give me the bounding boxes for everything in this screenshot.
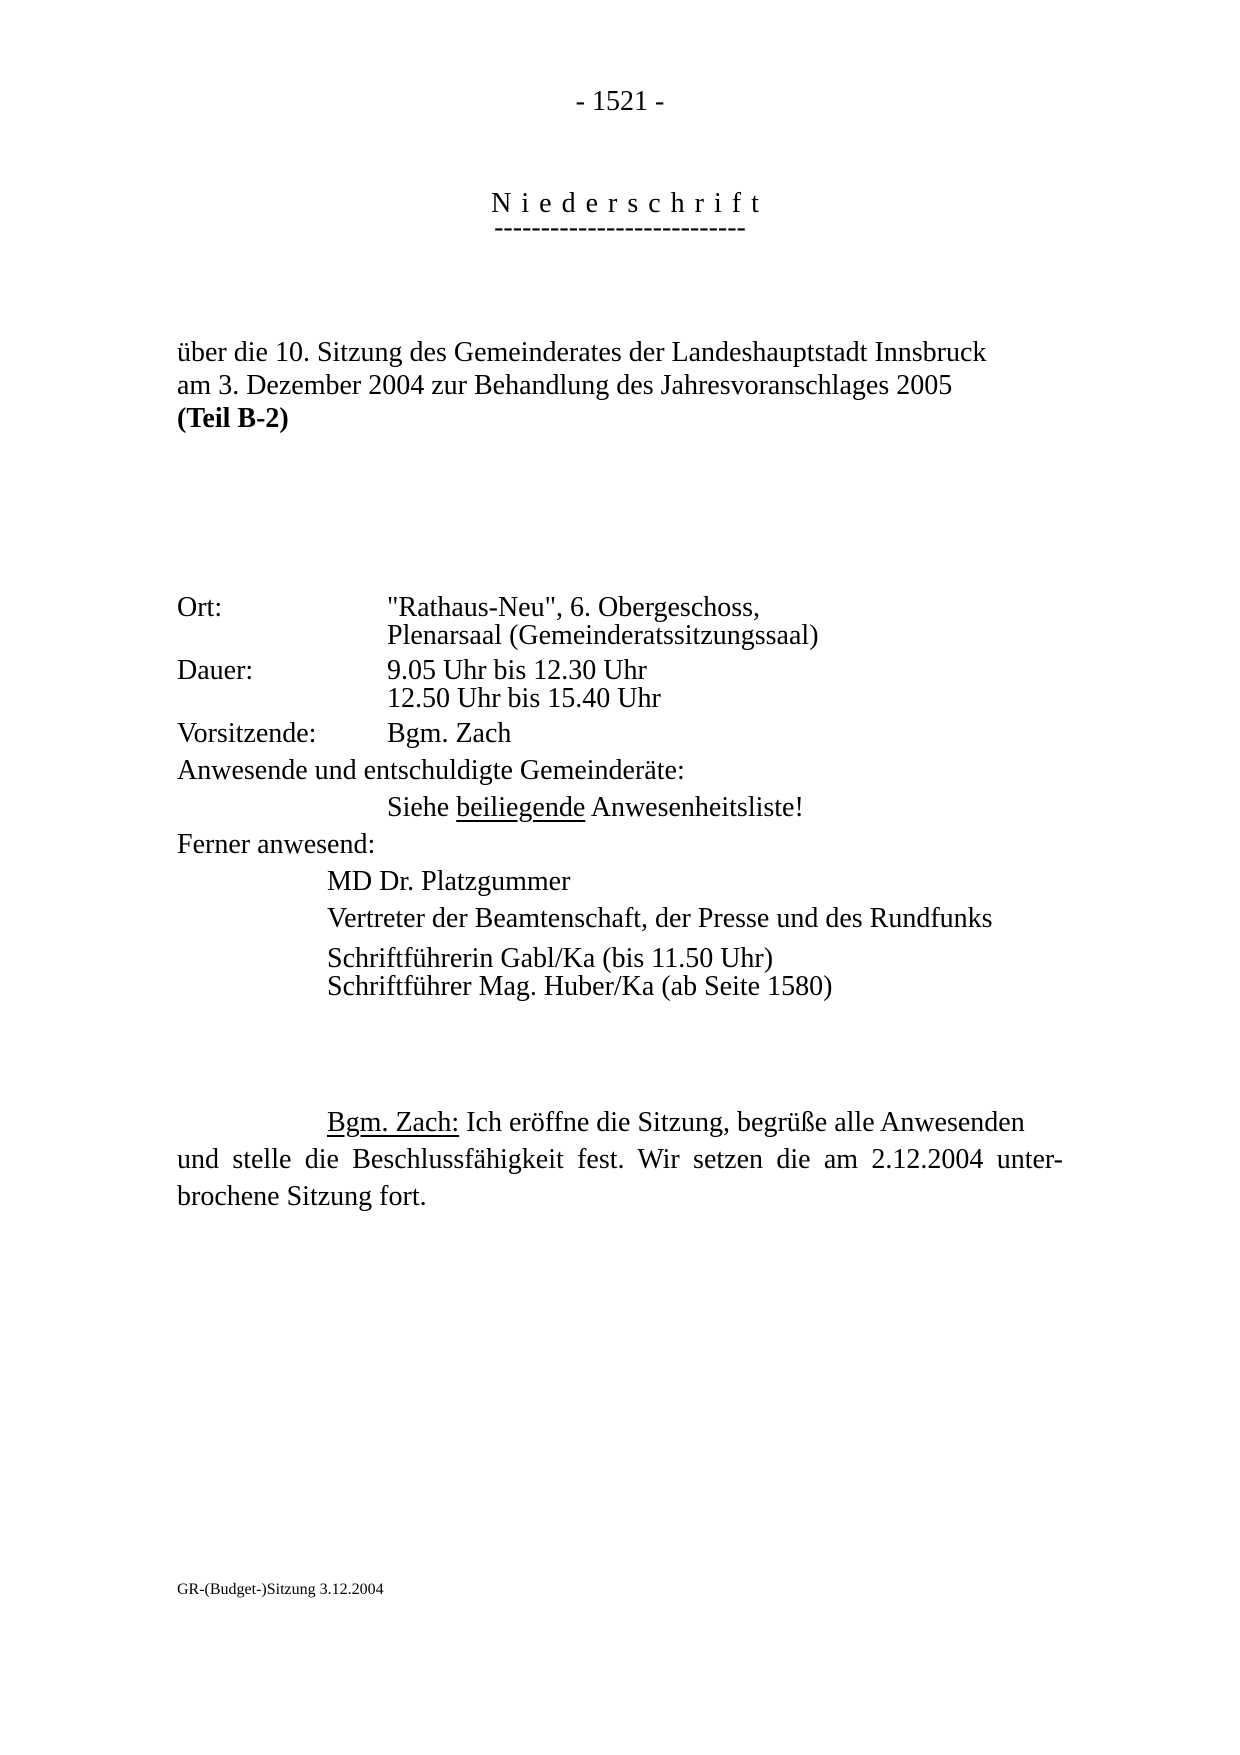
- anwesend-pre: Siehe: [387, 792, 457, 823]
- anwesend-post: Anwesenheitsliste!: [585, 792, 804, 823]
- anwesend-value: [387, 794, 804, 822]
- ort-line-2: Plenarsaal (Gemeinderatssitzungssaal): [387, 620, 819, 651]
- ort-label: Ort:: [177, 592, 223, 623]
- vorsitz-label: Vorsitzende:: [177, 718, 317, 749]
- ferner-item-1: MD Dr. Platzgummer: [327, 866, 571, 897]
- ort-line-1: "Rathaus-Neu", 6. Obergeschoss,: [387, 592, 761, 623]
- statement-line-3: brochene Sitzung fort.: [177, 1181, 427, 1212]
- vorsitz-value: Bgm. Zach: [387, 718, 512, 749]
- intro-part: (Teil B-2): [177, 403, 289, 434]
- statement-speaker: Bgm. Zach:: [327, 1107, 460, 1138]
- statement-line-1-text: Ich eröffne die Sitzung, begrüße alle Anwesenden: [459, 1107, 1025, 1138]
- page-number: - 1521 -: [575, 86, 665, 117]
- dauer-line-1: 9.05 Uhr bis 12.30 Uhr: [387, 655, 647, 686]
- dauer-label: Dauer:: [177, 655, 254, 686]
- intro-line-1: über die 10. Sitzung des Gemeinderates der Landeshauptstadt Innsbruck: [177, 337, 987, 368]
- document-title: Niederschrift: [491, 188, 769, 219]
- title-rule: ---------------------------: [494, 212, 746, 243]
- dauer-line-2: 12.50 Uhr bis 15.40 Uhr: [387, 683, 661, 714]
- anwesend-underlined: beiliegende: [456, 792, 586, 823]
- statement-line-1: [327, 1109, 1025, 1137]
- ferner-item-4: Schriftführer Mag. Huber/Ka (ab Seite 1580): [327, 971, 833, 1002]
- ferner-item-3: Schriftführerin Gabl/Ka (bis 11.50 Uhr): [327, 943, 774, 974]
- ferner-item-2: Vertreter der Beamtenschaft, der Presse und des Rundfunks: [327, 903, 993, 934]
- anwesend-label: Anwesende und entschuldigte Gemeinderäte:: [177, 755, 685, 786]
- page-footer: GR-(Budget-)Sitzung 3.12.2004: [177, 1581, 384, 1598]
- ferner-label: Ferner anwesend:: [177, 829, 376, 860]
- intro-line-2: am 3. Dezember 2004 zur Behandlung des Jahresvoranschlages 2005: [177, 370, 953, 401]
- statement-line-2: und stelle die Beschlussfähigkeit fest. Wir setzen die am 2.12.2004 unter-: [177, 1144, 1063, 1175]
